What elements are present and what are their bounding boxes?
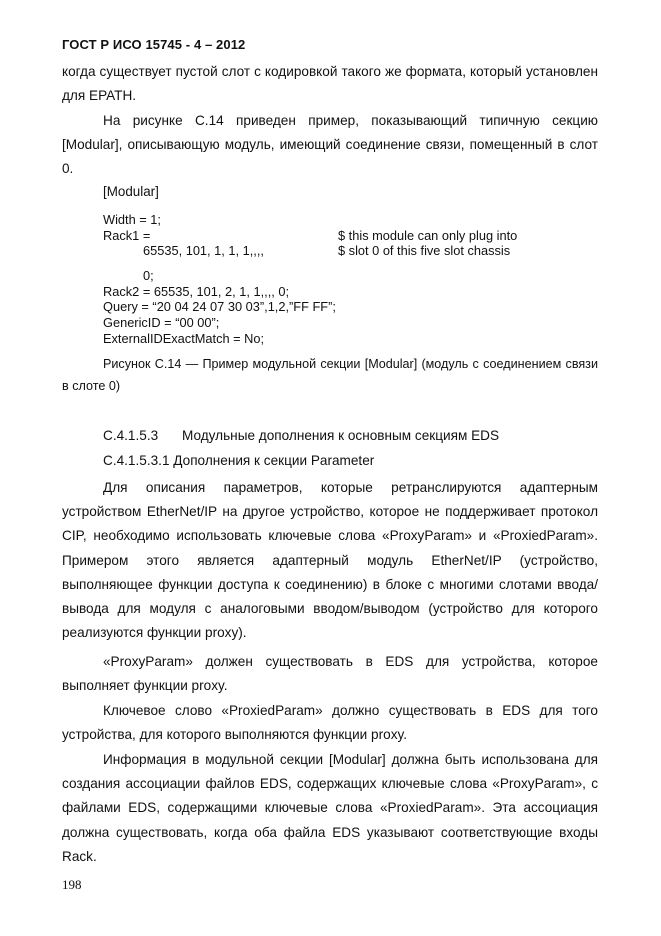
figure-caption: Рисунок С.14 — Пример модульной секции [Modular] (модуль с соединением связи в слоте 0) — [62, 357, 598, 393]
code-block — [103, 212, 336, 347]
code-line-rack1-values: 65535, 101, 1, 1, 1,,,, — [143, 243, 264, 259]
code-line-generic-id: GenericID = “00 00”; — [103, 315, 220, 331]
code-section-header: [Modular] — [103, 184, 159, 199]
code-comment-1: $ this module can only plug into — [338, 228, 518, 243]
code-line-rack1-end: 0; — [143, 268, 154, 284]
paragraph-proxiedparam: Ключевое слово «ProxiedParam» должно существовать в EDS для того устройства, для которого выполняются функции proxy. — [62, 703, 598, 743]
code-line-width: Width = 1; — [103, 212, 161, 227]
heading-section-title: Модульные дополнения к основным секциям EDS — [182, 428, 500, 443]
document-header: ГОСТ Р ИСО 15745 - 4 – 2012 — [62, 37, 246, 52]
paragraph-modular-association: Информация в модульной секции [Modular] должна быть использована для создания ассоциации файлов EDS, содержащих ключевые слова «ProxyParam», с файлами EDS, содержащими ключевые слова «ProxiedParam». Эта ассоциация должна существовать, когда оба файла EDS указывают соответствующие входы Rack. — [62, 752, 598, 864]
heading-subsection: С.4.1.5.3.1 Дополнения к секции Parameter — [103, 453, 375, 468]
code-line-external-id: ExternalIDExactMatch = No; — [103, 330, 265, 346]
heading-section-number: С.4.1.5.3 — [103, 428, 159, 443]
paragraph-proxy-description: Для описания параметров, которые ретранслируются адаптерным устройством EtherNet/IP на другое устройство, которое не поддерживает протокол CIP, необходимо использовать ключевые слова «ProxyParam» и «ProxiedParam». Примером этого является адаптерный модуль EtherNet/IP (устройство, выполняющее функции доступа к соединению) в блоке с многими слотами ввода/вывода для модуля с аналоговыми вводом/выводом (устройство для которого реализуются функции proxy). — [62, 480, 598, 641]
paragraph-figure-intro: На рисунке С.14 приведен пример, показывающий типичную секцию [Modular], описывающую модуль, имеющий соединение связи, помещенный в слот 0. — [62, 113, 598, 177]
code-comment-2: $ slot 0 of this five slot chassis — [338, 243, 511, 258]
code-line-rack1: Rack1 = — [103, 227, 151, 243]
paragraph-empty-slot: когда существует пустой слот с кодировкой такого же формата, который установлен для EPATH. — [62, 64, 598, 104]
code-line-query: Query = “20 04 24 07 30 03”,1,2,”FF FF”; — [103, 299, 336, 315]
page-number: 198 — [62, 877, 82, 892]
code-line-rack2: Rack2 = 65535, 101, 2, 1, 1,,,, 0; — [103, 283, 290, 299]
paragraph-proxyparam: «ProxyParam» должен существовать в EDS для устройства, которое выполняет функции proxy. — [62, 654, 598, 694]
